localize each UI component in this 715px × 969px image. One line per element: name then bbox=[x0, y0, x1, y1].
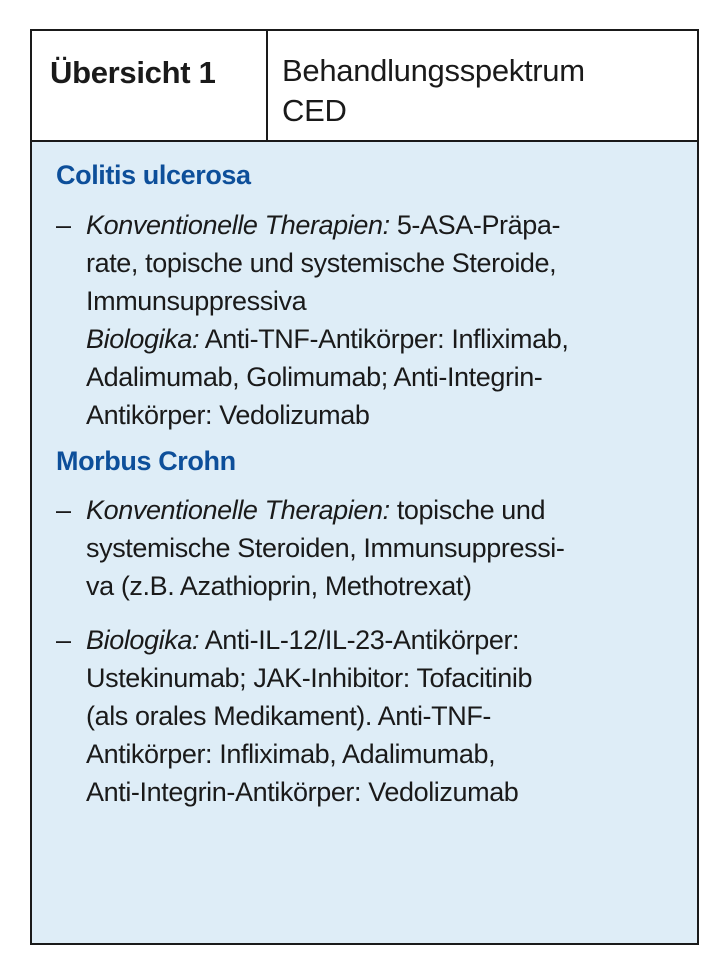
item-line: Immunsuppressiva bbox=[86, 286, 307, 316]
list-dash: – bbox=[56, 625, 71, 655]
item-italic-label: Konventionelle Therapien: bbox=[86, 495, 390, 525]
item-text: Anti-TNF-Antikörper: Infliximab, bbox=[199, 324, 569, 354]
item-line bbox=[86, 206, 677, 244]
list-item bbox=[56, 621, 677, 811]
item-line: Adalimumab, Golimumab; Anti-Integrin- bbox=[86, 362, 543, 392]
section-title-morbus-crohn: Morbus Crohn bbox=[56, 446, 236, 476]
item-line bbox=[86, 491, 677, 529]
list-item bbox=[56, 206, 677, 434]
section-title-colitis-ulcerosa: Colitis ulcerosa bbox=[56, 160, 251, 190]
item-italic-label: Biologika: bbox=[86, 625, 200, 655]
item-text: Anti-IL-12/IL-23-Antikörper: bbox=[199, 625, 520, 655]
list-dash: – bbox=[56, 210, 71, 240]
item-line: systemische Steroiden, Immunsuppressi- bbox=[86, 533, 565, 563]
overview-box bbox=[30, 29, 699, 945]
list-item bbox=[56, 491, 677, 605]
item-line bbox=[86, 621, 677, 659]
overview-content bbox=[32, 142, 697, 811]
item-text: 5-ASA-Präpa- bbox=[389, 210, 561, 240]
overview-label: Übersicht 1 bbox=[32, 31, 268, 140]
overview-title bbox=[268, 31, 697, 140]
item-italic-label: Biologika: bbox=[86, 324, 200, 354]
item-line: (als orales Medikament). Anti-TNF- bbox=[86, 701, 492, 731]
item-text: topische und bbox=[389, 495, 546, 525]
overview-title-line-1: Behandlungsspektrum bbox=[282, 53, 585, 88]
item-line: rate, topische und systemische Steroide, bbox=[86, 248, 557, 278]
item-line bbox=[86, 320, 677, 358]
item-italic-label: Konventionelle Therapien: bbox=[86, 210, 390, 240]
overview-title-line-2: CED bbox=[282, 93, 347, 128]
item-line: Ustekinumab; JAK-Inhibitor: Tofacitinib bbox=[86, 663, 533, 693]
item-line: Anti-Integrin-Antikörper: Vedolizumab bbox=[86, 777, 519, 807]
list-dash: – bbox=[56, 495, 71, 525]
overview-header bbox=[32, 31, 697, 142]
item-line: Antikörper: Vedolizumab bbox=[86, 400, 370, 430]
item-line: va (z.B. Azathioprin, Methotrexat) bbox=[86, 571, 472, 601]
item-line: Antikörper: Infliximab, Adalimumab, bbox=[86, 739, 496, 769]
